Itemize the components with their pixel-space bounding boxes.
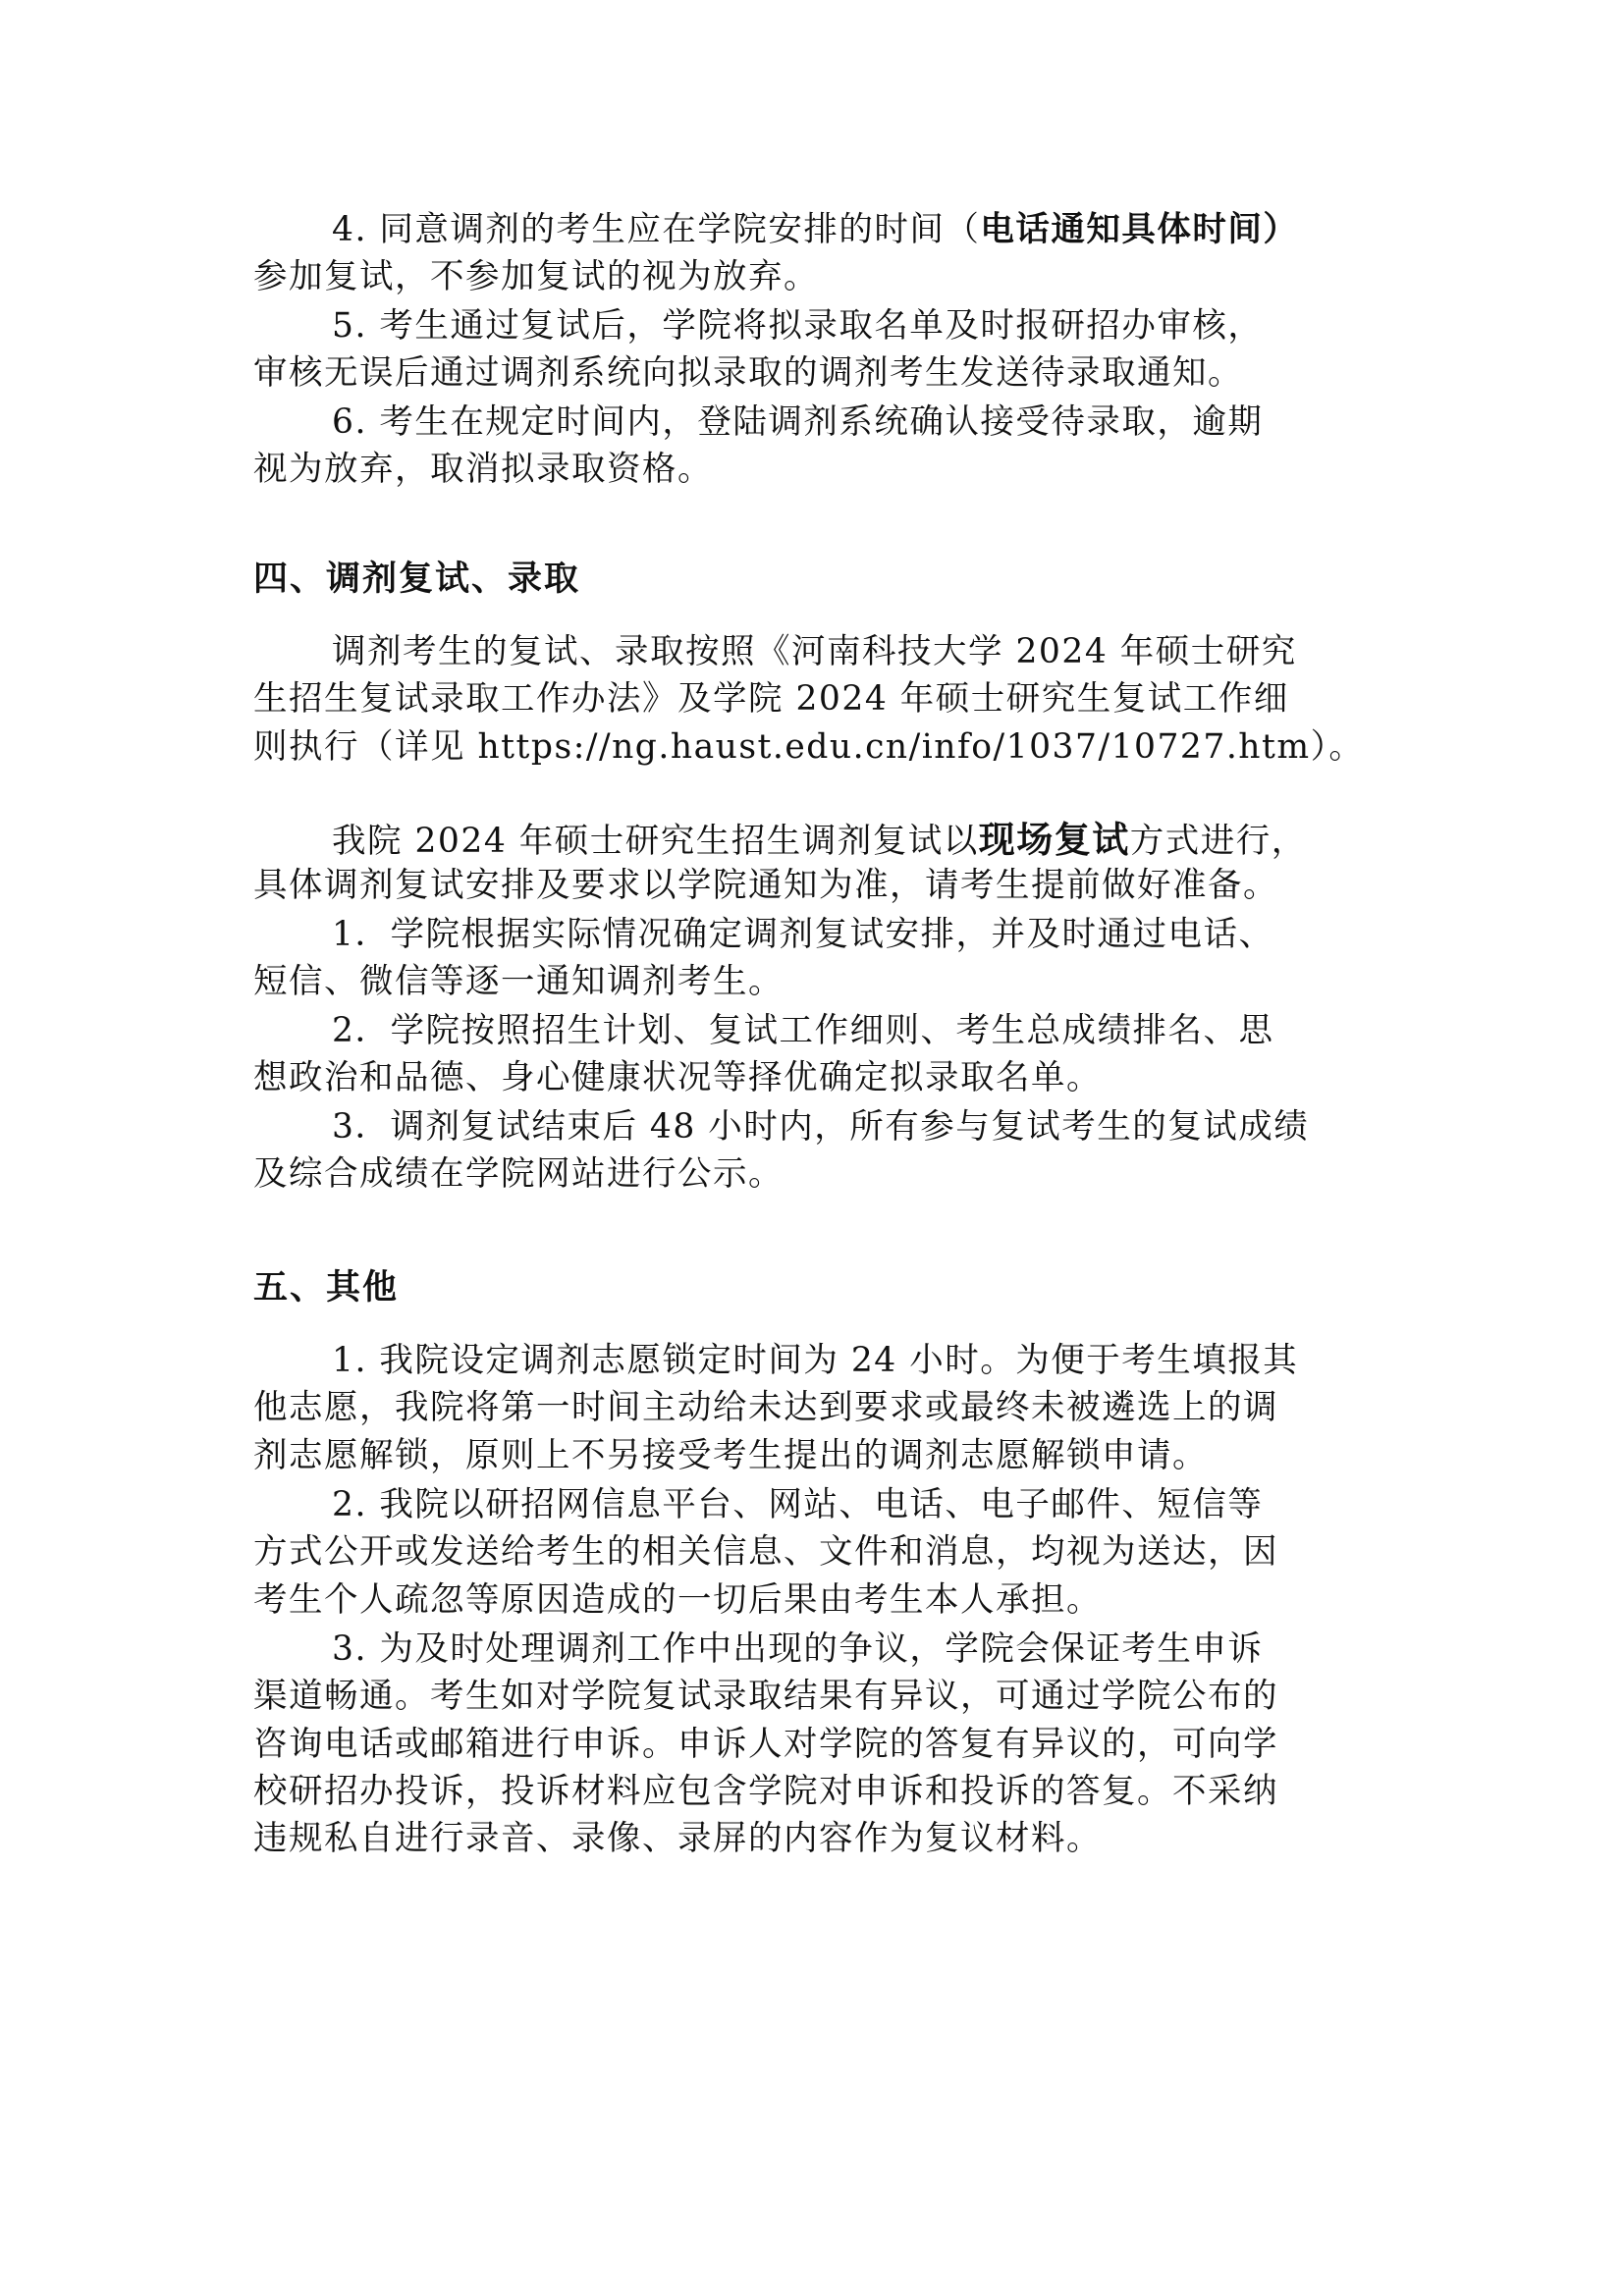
section-heading-5: 五、其他 xyxy=(253,1267,400,1308)
section4-paragraph-2: 我院 2024 年硕士研究生招生调剂复试以现场复试方式进行， 具体调剂复试安排及要求以学院通知为准，请考生提前做好准备。 xyxy=(253,818,1307,906)
section4-item-3: 3．调剂复试结束后 48 小时内，所有参与复试考生的复试成绩 及综合成绩在学院网站进行公示。 xyxy=(253,1107,1310,1195)
onsite-retest-emphasis: 现场复试 xyxy=(978,818,1130,861)
section4-item-2: 2．学院按照招生计划、复试工作细则、考生总成绩排名、思 想政治和品德、身心健康状况等择优确定拟录取名单。 xyxy=(253,1011,1274,1098)
section4-paragraph-1: 调剂考生的复试、录取按照《河南科技大学 2024 年硕士研究 生招生复试录取工作办法》及学院 2024 年硕士研究生复试工作细 则执行（详见 https://ng.haust.edu.cn/info/1037/10727.htm）。 xyxy=(253,632,1365,767)
section5-item-2: 2. 我院以研招网信息平台、网站、电话、电子邮件、短信等 方式公开或发送给考生的相关信息、文件和消息，均视为送达，因 考生个人疏忽等原因造成的一切后果由考生本人承担。 xyxy=(253,1485,1278,1620)
section5-item-3: 3. 为及时处理调剂工作中出现的争议，学院会保证考生申诉 渠道畅通。考生如对学院复试录取结果有异议，可通过学院公布的 咨询电话或邮箱进行申诉。申诉人对学院的答复有异议的，可向学 校研招办投诉，投诉材料应包含学院对申诉和投诉的答复。不采纳 违规私自进行录音、录像、录屏的内容作为复议材料。 xyxy=(253,1629,1278,1859)
paragraph-item-4: 4. 同意调剂的考生应在学院安排的时间（电话通知具体时间） 参加复试，不参加复试的视为放弃。 xyxy=(253,210,1299,297)
section4-item-1: 1．学院根据实际情况确定调剂复试安排，并及时通过电话、 短信、微信等逐一通知调剂考生。 xyxy=(253,915,1274,1002)
paragraph-item-5: 5. 考生通过复试后，学院将拟录取名单及时报研招办审核， 审核无误后通过调剂系统向拟录取的调剂考生发送待录取通知。 xyxy=(253,306,1264,394)
section-heading-4: 四、调剂复试、录取 xyxy=(253,559,581,599)
paragraph-item-6: 6. 考生在规定时间内，登陆调剂系统确认接受待录取，逾期 视为放弃，取消拟录取资格。 xyxy=(253,402,1264,490)
section5-item-1: 1. 我院设定调剂志愿锁定时间为 24 小时。为便于考生填报其 他志愿，我院将第一时间主动给未达到要求或最终未被遴选上的调 剂志愿解锁，原则上不另接受考生提出的调剂志愿解锁申请。 xyxy=(253,1341,1299,1475)
